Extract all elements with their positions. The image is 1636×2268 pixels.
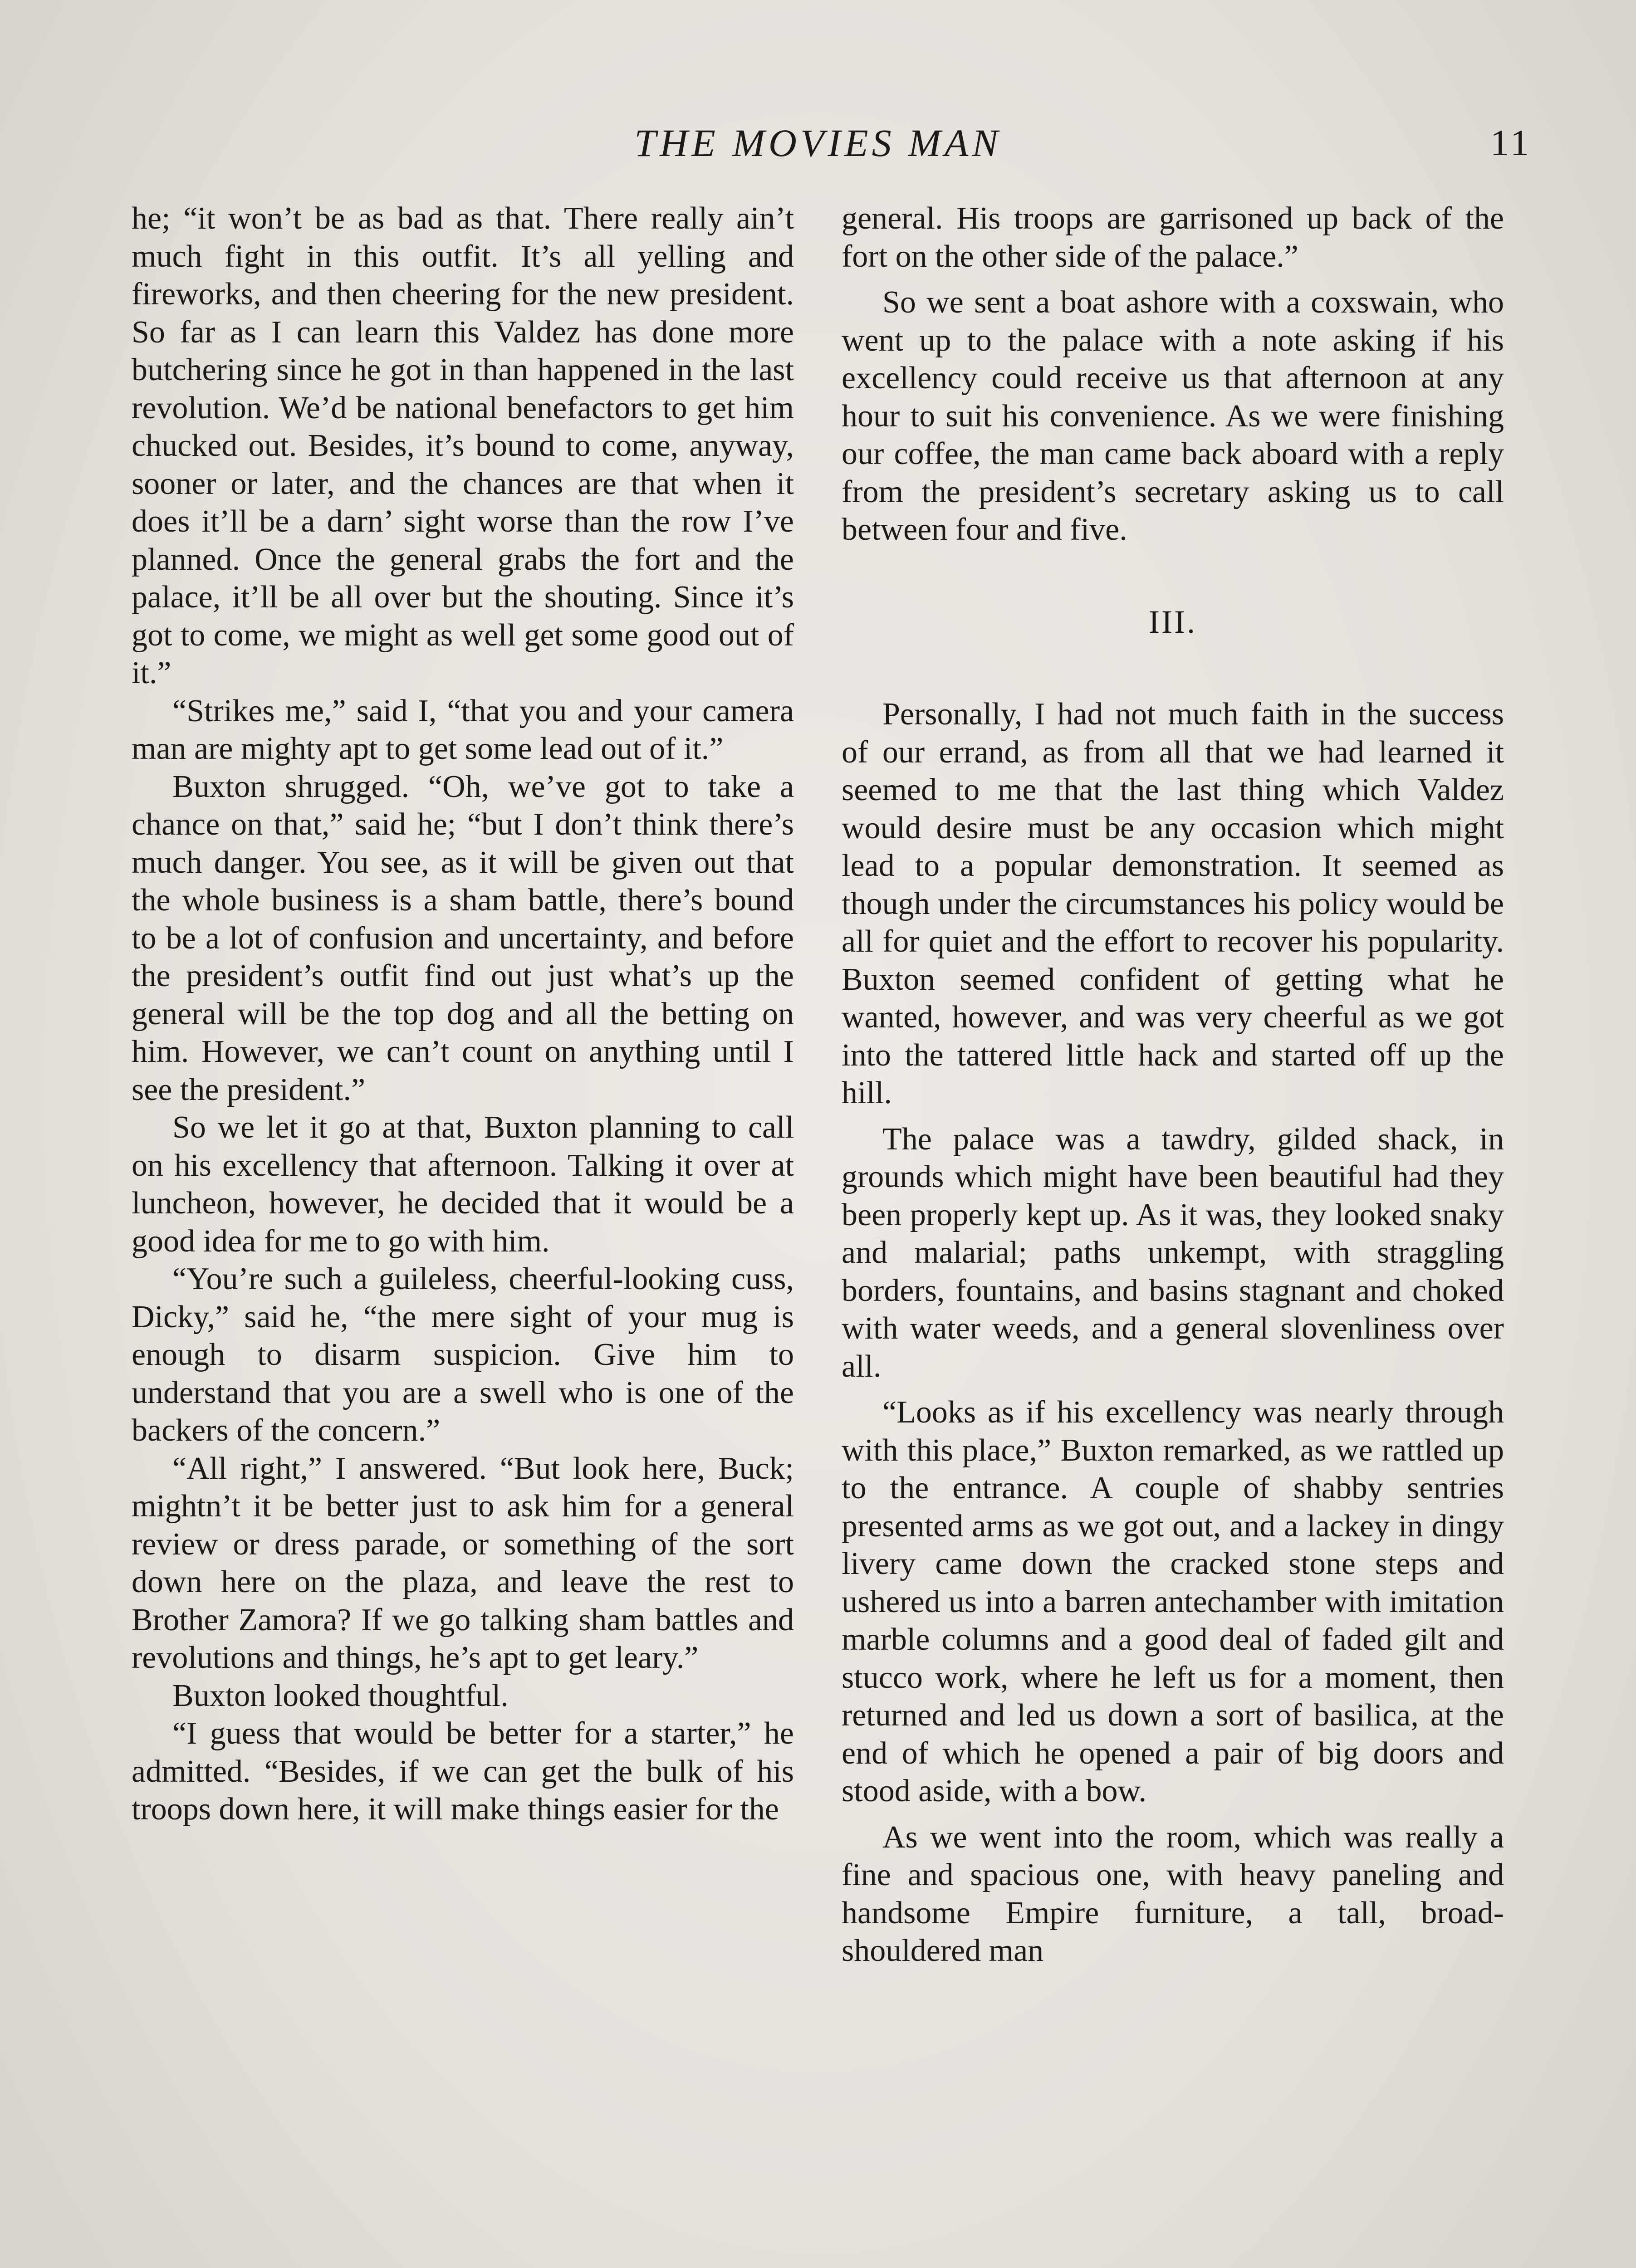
page-number: 11 (1490, 122, 1532, 163)
paragraph: Buxton shrugged. “Oh, we’ve got to take a chance on that,” said he; “but I don’t think there’s much danger. You see, as it will be given out that the whole business is a sham battle, there’s bound to be a lot of confusion and uncertainty, and before the president’s outfit find out just what’s up the general will be the top dog and all the betting on him. However, we can’t count on anything until I see the president.” (132, 769, 794, 1107)
paragraph: The palace was a tawdry, gilded shack, in grounds which might have been beautiful had they been properly kept up. As it was, they looked snaky and malarial; paths unkempt, with straggling borders, fountains, and basins stagnant and choked with water weeds, and a general slovenliness over all. (842, 1121, 1504, 1384)
section-heading: III. (1149, 603, 1197, 640)
paragraph: “I guess that would be better for a starter,” he admitted. “Besides, if we can get the bulk of his troops down here, it will make things easier for the (132, 1716, 794, 1827)
paragraph: “Looks as if his excellency was nearly through with this place,” Buxton remarked, as we rattled up to the entrance. A couple of shabby sentries presented arms as we got out, and a lackey in dingy livery came down the cracked stone steps and ushered us into a barren antechamber with imitation marble columns and a good deal of faded gilt and stucco work, where he left us for a moment, then returned and led us down a sort of basilica, at the end of which he opened a pair of big doors and stood aside, with a bow. (842, 1395, 1504, 1809)
paragraph: “All right,” I answered. “But look here, Buck; mightn’t it be better just to ask him for a general review or dress parade, or something of the sort down here on the plaza, and leave the rest to Brother Zamora? If we go talking sham battles and revolutions and things, he’s apt to get leary.” (132, 1451, 794, 1675)
paragraph: he; “it won’t be as bad as that. There really ain’t much fight in this outfit. It’s all yelling and fireworks, and then cheering for the new president. So far as I can learn this Valdez has done more butchering since he got in than happened in the last revolution. We’d be national benefactors to get him chucked out. Besides, it’s bound to come, anyway, sooner or later, and the chances are that when it does it’ll be a darn’ sight worse than the row I’ve planned. Once the general grabs the fort and the palace, it’ll be all over but the shouting. Since it’s got to come, we might as well get some good out of it.” (132, 201, 794, 690)
right-column (842, 200, 1504, 1970)
paragraph: “Strikes me,” said I, “that you and your camera man are mighty apt to get some lead out of it.” (132, 693, 794, 766)
paragraph: Personally, I had not much faith in the success of our errand, as from all that we had learned it seemed to me that the last thing which Valdez would desire must be any occasion which might lead to a popular demonstration. It seemed as though under the circumstances his policy would be all for quiet and the effort to recover his popularity. Buxton seemed confident of getting what he wanted, however, and was very cheerful as we got into the tattered little hack and started off up the hill. (842, 697, 1504, 1110)
running-head (0, 116, 1636, 170)
paragraph: So we let it go at that, Buxton planning to call on his excellency that afternoon. Talking it over at luncheon, however, he decided that it would be a good idea for me to go with him. (132, 1110, 794, 1259)
paragraph: As we went into the room, which was really a fine and spacious one, with heavy paneling and handsome Empire furniture, a tall, broad-shouldered man (842, 1819, 1504, 1968)
left-column (132, 200, 794, 1828)
paragraph: Buxton looked thoughtful. (172, 1678, 509, 1713)
paragraph: general. His troops are garrisoned up back of the fort on the other side of the palace.” (842, 201, 1504, 274)
paragraph: “You’re such a guileless, cheerful-looking cuss, Dicky,” said he, “the mere sight of your mug is enough to disarm suspicion. Give him to understand that you are a swell who is one of the backers of the concern.” (132, 1261, 794, 1448)
running-title: THE MOVIES MAN (634, 121, 1002, 165)
paragraph: So we sent a boat ashore with a coxswain, who went up to the palace with a note asking if his excellency could receive us that afternoon at any hour to suit his convenience. As we were finishing our coffee, the man came back aboard with a reply from the president’s secretary asking us to call between four and five. (842, 285, 1504, 547)
